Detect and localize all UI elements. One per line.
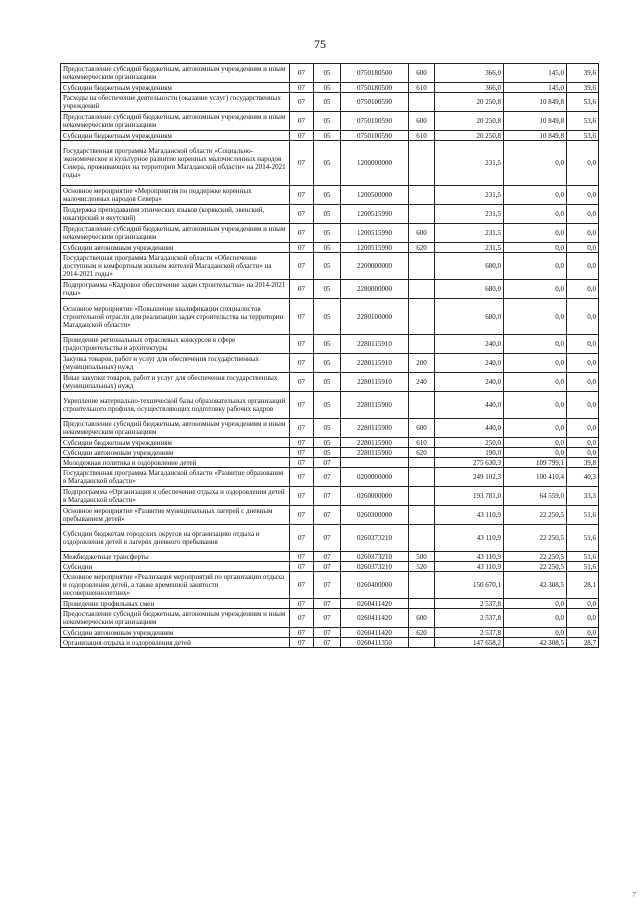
table-cell-section: 07 <box>290 64 314 83</box>
table-cell-target-code: 0750100590 <box>341 112 409 131</box>
table-row <box>61 525 599 552</box>
table-cell-percent: 0,0 <box>567 335 599 354</box>
table-cell-percent: 0,0 <box>567 373 599 392</box>
table-cell-expense-type: 620 <box>409 243 435 253</box>
table-cell-planned: 231,5 <box>435 186 504 205</box>
table-cell-executed: 145,0 <box>504 64 567 83</box>
table-cell-percent: 0,0 <box>567 243 599 253</box>
table-cell-planned: 240,0 <box>435 335 504 354</box>
table-cell-planned: 231,5 <box>435 141 504 186</box>
table-cell-section: 07 <box>290 525 314 552</box>
table-cell-name: Подпрограмма «Организация и обеспечение отдыха и оздоровления детей в Магаданской области» <box>61 487 290 506</box>
table-row <box>61 299 599 335</box>
table-cell-target-code: 1200500000 <box>341 186 409 205</box>
table-row <box>61 562 599 572</box>
table-cell-subsection: 05 <box>314 93 341 112</box>
table-cell-percent: 53,6 <box>567 112 599 131</box>
table-cell-planned: 231,5 <box>435 224 504 243</box>
table-cell-target-code: 1200000000 <box>341 141 409 186</box>
table-cell-name: Межбюджетные трансферты <box>61 552 290 562</box>
table-cell-executed: 0,0 <box>504 373 567 392</box>
table-cell-section: 07 <box>290 628 314 638</box>
table-cell-planned: 20 250,8 <box>435 112 504 131</box>
table-cell-expense-type <box>409 638 435 648</box>
table-cell-target-code: 0260400000 <box>341 572 409 599</box>
table-cell-expense-type: 600 <box>409 224 435 243</box>
table-cell-planned: 20 250,8 <box>435 131 504 141</box>
table-row <box>61 112 599 131</box>
table-cell-percent: 28,1 <box>567 572 599 599</box>
table-cell-section: 07 <box>290 253 314 280</box>
table-cell-expense-type: 610 <box>409 438 435 448</box>
table-row <box>61 243 599 253</box>
table-cell-section: 07 <box>290 299 314 335</box>
table-row <box>61 224 599 243</box>
table-cell-name: Основное мероприятие «Повышение квалификации специалистов строительной отрасли для реализации задач строительства на территории Магаданской области» <box>61 299 290 335</box>
table-cell-subsection: 05 <box>314 419 341 438</box>
table-cell-section: 07 <box>290 112 314 131</box>
table-cell-executed: 0,0 <box>504 599 567 609</box>
table-cell-expense-type: 600 <box>409 64 435 83</box>
table-cell-planned: 680,0 <box>435 299 504 335</box>
table-cell-subsection: 05 <box>314 224 341 243</box>
table-cell-expense-type <box>409 392 435 419</box>
table-cell-subsection: 05 <box>314 392 341 419</box>
table-row <box>61 628 599 638</box>
table-cell-subsection: 05 <box>314 280 341 299</box>
table-row <box>61 392 599 419</box>
table-cell-expense-type: 620 <box>409 628 435 638</box>
table-cell-subsection: 05 <box>314 253 341 280</box>
table-row <box>61 186 599 205</box>
table-cell-expense-type <box>409 299 435 335</box>
table-cell-name: Организация отдыха и оздоровления детей <box>61 638 290 648</box>
table-cell-percent: 0,0 <box>567 392 599 419</box>
table-cell-expense-type: 500 <box>409 552 435 562</box>
table-row <box>61 458 599 468</box>
table-row <box>61 83 599 93</box>
table-cell-target-code: 2280115900 <box>341 448 409 458</box>
table-cell-expense-type <box>409 253 435 280</box>
table-cell-section: 07 <box>290 186 314 205</box>
table-cell-planned: 240,0 <box>435 354 504 373</box>
table-cell-name: Предоставление субсидий бюджетным, автономным учреждениям и иным некоммерческим организациям <box>61 64 290 83</box>
table-cell-subsection: 07 <box>314 468 341 487</box>
table-cell-percent: 0,0 <box>567 186 599 205</box>
table-cell-executed: 0,0 <box>504 609 567 628</box>
table-cell-section: 07 <box>290 458 314 468</box>
table-cell-expense-type <box>409 599 435 609</box>
table-cell-name: Проведение региональных отраслевых конкурсов в сфере градостроительства и архитектуры <box>61 335 290 354</box>
table-cell-name: Субсидии <box>61 562 290 572</box>
table-cell-subsection: 05 <box>314 83 341 93</box>
table-cell-planned: 190,0 <box>435 448 504 458</box>
table-cell-target-code: 0260373210 <box>341 562 409 572</box>
table-cell-section: 07 <box>290 638 314 648</box>
table-cell-section: 07 <box>290 448 314 458</box>
table-cell-target-code: 0260411350 <box>341 638 409 648</box>
table-cell-target-code: 0260373210 <box>341 525 409 552</box>
table-cell-subsection: 05 <box>314 335 341 354</box>
table-cell-executed: 0,0 <box>504 280 567 299</box>
table-cell-planned: 440,0 <box>435 419 504 438</box>
table-cell-section: 07 <box>290 599 314 609</box>
table-cell-planned: 275 630,3 <box>435 458 504 468</box>
table-cell-subsection: 05 <box>314 186 341 205</box>
table-cell-subsection: 05 <box>314 64 341 83</box>
table-row <box>61 438 599 448</box>
table-cell-target-code: 0260411420 <box>341 609 409 628</box>
table-cell-subsection: 05 <box>314 354 341 373</box>
table-cell-executed: 0,0 <box>504 224 567 243</box>
table-cell-executed: 0,0 <box>504 186 567 205</box>
table-cell-name: Субсидии автономным учреждениям <box>61 628 290 638</box>
table-cell-subsection: 07 <box>314 609 341 628</box>
table-cell-planned: 43 110,9 <box>435 552 504 562</box>
table-cell-planned: 150 670,1 <box>435 572 504 599</box>
table-row <box>61 609 599 628</box>
table-cell-subsection: 05 <box>314 438 341 448</box>
table-row <box>61 419 599 438</box>
table-cell-executed: 0,0 <box>504 299 567 335</box>
table-cell-subsection: 05 <box>314 243 341 253</box>
table-cell-expense-type <box>409 468 435 487</box>
table-cell-planned: 2 537,8 <box>435 628 504 638</box>
table-cell-section: 07 <box>290 205 314 224</box>
table-cell-executed: 0,0 <box>504 628 567 638</box>
table-cell-target-code: 0260300000 <box>341 506 409 525</box>
table-row <box>61 93 599 112</box>
table-cell-target-code: 0750180500 <box>341 64 409 83</box>
table-cell-target-code: 2280115910 <box>341 335 409 354</box>
table-cell-name: Подпрограмма «Кадровое обеспечение задач строительства» на 2014-2021 годы» <box>61 280 290 299</box>
table-cell-expense-type <box>409 335 435 354</box>
table-cell-percent: 40,3 <box>567 468 599 487</box>
table-cell-subsection: 07 <box>314 572 341 599</box>
table-cell-planned: 680,0 <box>435 280 504 299</box>
table-cell-executed: 100 410,4 <box>504 468 567 487</box>
table-cell-section: 07 <box>290 224 314 243</box>
table-cell-subsection: 07 <box>314 506 341 525</box>
table-cell-name: Субсидии бюджетным учреждениям <box>61 83 290 93</box>
table-cell-expense-type <box>409 186 435 205</box>
table-cell-percent: 51,6 <box>567 506 599 525</box>
table-cell-target-code: 1200515990 <box>341 243 409 253</box>
table-cell-target-code: 0750100590 <box>341 93 409 112</box>
table-cell-executed: 42 308,5 <box>504 638 567 648</box>
table-cell-section: 07 <box>290 487 314 506</box>
table-cell-planned: 2 537,8 <box>435 599 504 609</box>
table-row <box>61 131 599 141</box>
table-row <box>61 552 599 562</box>
table-cell-expense-type: 600 <box>409 112 435 131</box>
table-cell-percent: 0,0 <box>567 205 599 224</box>
table-row <box>61 468 599 487</box>
table-cell-planned: 366,0 <box>435 83 504 93</box>
table-cell-section: 07 <box>290 562 314 572</box>
table-cell-executed: 0,0 <box>504 419 567 438</box>
table-cell-section: 07 <box>290 552 314 562</box>
table-cell-target-code: 1200515990 <box>341 224 409 243</box>
table-cell-target-code: 2280115910 <box>341 373 409 392</box>
table-row <box>61 280 599 299</box>
table-cell-subsection: 07 <box>314 525 341 552</box>
table-cell-percent: 0,0 <box>567 438 599 448</box>
table-cell-subsection: 07 <box>314 552 341 562</box>
table-cell-name: Основное мероприятие «Реализация мероприятий по организации отдыха и оздоровления детей, а также временной занятости несовершеннолетних» <box>61 572 290 599</box>
table-cell-planned: 43 110,9 <box>435 506 504 525</box>
table-cell-planned: 2 537,8 <box>435 609 504 628</box>
table-cell-expense-type: 610 <box>409 131 435 141</box>
table-cell-expense-type <box>409 280 435 299</box>
table-cell-target-code: 2280115900 <box>341 392 409 419</box>
table-cell-executed: 0,0 <box>504 392 567 419</box>
table-cell-name: Государственная программа Магаданской области «Социально-экономическое и культурное развитие коренных малочисленных народов Севера, проживающих на территории Магаданской области» на 2014-2021 годы» <box>61 141 290 186</box>
table-cell-executed: 10 849,8 <box>504 93 567 112</box>
table-cell-planned: 240,0 <box>435 373 504 392</box>
table-cell-target-code: 0260000000 <box>341 487 409 506</box>
table-cell-section: 07 <box>290 83 314 93</box>
table-cell-percent: 39,8 <box>567 458 599 468</box>
table-cell-target-code: 0260411420 <box>341 599 409 609</box>
table-cell-expense-type: 520 <box>409 562 435 572</box>
table-cell-expense-type: 620 <box>409 448 435 458</box>
table-cell-name: Предоставление субсидий бюджетным, автономным учреждениям и иным некоммерческим организациям <box>61 419 290 438</box>
table-cell-section: 07 <box>290 468 314 487</box>
table-cell-subsection: 07 <box>314 628 341 638</box>
table-cell-planned: 231,5 <box>435 243 504 253</box>
table-cell-target-code: 0260373210 <box>341 552 409 562</box>
table-cell-section: 07 <box>290 141 314 186</box>
table-cell-section: 07 <box>290 419 314 438</box>
table-cell-expense-type: 200 <box>409 354 435 373</box>
table-cell-expense-type <box>409 93 435 112</box>
table-cell-planned: 250,0 <box>435 438 504 448</box>
table-cell-subsection: 05 <box>314 112 341 131</box>
table-cell-name: Субсидии бюджетам городских округов на организацию отдыха и оздоровления детей в лагерях дневного пребывания <box>61 525 290 552</box>
table-cell-section: 07 <box>290 93 314 112</box>
edge-mark: 7 <box>632 891 636 899</box>
table-cell-subsection: 07 <box>314 638 341 648</box>
table-cell-section: 07 <box>290 438 314 448</box>
table-cell-percent: 0,0 <box>567 354 599 373</box>
table-row <box>61 205 599 224</box>
table-cell-section: 07 <box>290 243 314 253</box>
table-cell-section: 07 <box>290 506 314 525</box>
table-cell-expense-type <box>409 506 435 525</box>
table-cell-name: Субсидии бюджетным учреждениям <box>61 438 290 448</box>
table-cell-executed: 0,0 <box>504 335 567 354</box>
table-cell-executed: 42 308,5 <box>504 572 567 599</box>
table-cell-target-code: 2280115900 <box>341 438 409 448</box>
table-cell-section: 07 <box>290 373 314 392</box>
table-cell-percent: 0,0 <box>567 609 599 628</box>
table-cell-planned: 147 658,2 <box>435 638 504 648</box>
table-cell-name: Субсидии автономным учреждениям <box>61 243 290 253</box>
budget-table <box>60 63 599 648</box>
table-cell-name: Субсидии бюджетным учреждениям <box>61 131 290 141</box>
table-cell-percent: 28,7 <box>567 638 599 648</box>
table-cell-section: 07 <box>290 609 314 628</box>
table-cell-target-code: 2280000000 <box>341 280 409 299</box>
table-row <box>61 448 599 458</box>
table-cell-executed: 10 849,8 <box>504 131 567 141</box>
table-cell-executed: 109 799,1 <box>504 458 567 468</box>
table-cell-expense-type <box>409 487 435 506</box>
table-cell-name: Государственная программа Магаданской области «Обеспечение доступным и комфортным жильем жителей Магаданской области» на 2014-2021 годы» <box>61 253 290 280</box>
table-cell-percent: 51,6 <box>567 552 599 562</box>
table-cell-executed: 22 250,5 <box>504 552 567 562</box>
table-cell-planned: 20 250,8 <box>435 93 504 112</box>
table-cell-percent: 0,0 <box>567 419 599 438</box>
table-row <box>61 253 599 280</box>
table-cell-section: 07 <box>290 354 314 373</box>
table-cell-name: Закупка товаров, работ и услуг для обеспечения государственных (муниципальных) нужд <box>61 354 290 373</box>
table-row <box>61 572 599 599</box>
table-cell-subsection: 07 <box>314 562 341 572</box>
table-cell-percent: 0,0 <box>567 599 599 609</box>
table-row <box>61 64 599 83</box>
table-cell-target-code: 2200000000 <box>341 253 409 280</box>
table-cell-executed: 22 250,5 <box>504 562 567 572</box>
table-cell-percent: 53,6 <box>567 131 599 141</box>
table-cell-section: 07 <box>290 392 314 419</box>
table-cell-section: 07 <box>290 131 314 141</box>
table-cell-name: Основное мероприятие «Развитие муниципальных лагерей с дневным пребыванием детей» <box>61 506 290 525</box>
table-cell-expense-type: 600 <box>409 419 435 438</box>
table-cell-executed: 0,0 <box>504 448 567 458</box>
table-cell-target-code: 2280115910 <box>341 354 409 373</box>
table-cell-percent: 0,0 <box>567 141 599 186</box>
table-cell-target-code: 2280100000 <box>341 299 409 335</box>
table-cell-percent: 51,6 <box>567 562 599 572</box>
table-cell-executed: 0,0 <box>504 253 567 280</box>
table-cell-expense-type <box>409 205 435 224</box>
table-cell-target-code: 0200000000 <box>341 468 409 487</box>
table-cell-expense-type <box>409 525 435 552</box>
table-cell-percent: 39,6 <box>567 64 599 83</box>
table-cell-percent: 0,0 <box>567 224 599 243</box>
table-cell-expense-type: 600 <box>409 609 435 628</box>
table-cell-target-code: 1200515990 <box>341 205 409 224</box>
table-cell-planned: 231,5 <box>435 205 504 224</box>
table-cell-executed: 64 559,0 <box>504 487 567 506</box>
table-row <box>61 487 599 506</box>
page-number: 75 <box>314 37 326 51</box>
table-cell-name: Проведение профильных смен <box>61 599 290 609</box>
table-cell-name: Предоставление субсидий бюджетным, автономным учреждениям и иным некоммерческим организациям <box>61 224 290 243</box>
table-cell-percent: 33,3 <box>567 487 599 506</box>
table-cell-subsection: 05 <box>314 205 341 224</box>
table-cell-subsection: 05 <box>314 448 341 458</box>
table-row <box>61 638 599 648</box>
table-cell-percent: 0,0 <box>567 280 599 299</box>
table-cell-percent: 51,6 <box>567 525 599 552</box>
table-cell-expense-type <box>409 572 435 599</box>
table-cell-name: Предоставление субсидий бюджетным, автономным учреждениям и иным некоммерческим организациям <box>61 112 290 131</box>
table-cell-planned: 249 102,3 <box>435 468 504 487</box>
table-cell-percent: 39,6 <box>567 83 599 93</box>
table-row <box>61 354 599 373</box>
table-cell-planned: 43 110,9 <box>435 525 504 552</box>
table-cell-expense-type <box>409 458 435 468</box>
table-cell-target-code: 0750100590 <box>341 131 409 141</box>
table-row <box>61 506 599 525</box>
table-cell-executed: 22 250,5 <box>504 506 567 525</box>
table-cell-executed: 145,0 <box>504 83 567 93</box>
table-cell-name: Предоставление субсидий бюджетным, автономным учреждениям и иным некоммерческим организациям <box>61 609 290 628</box>
table-cell-percent: 0,0 <box>567 448 599 458</box>
table-cell-target-code: 2280115900 <box>341 419 409 438</box>
table-cell-name: Основное мероприятие «Мероприятия по поддержке коренных малочисленных народов Севера» <box>61 186 290 205</box>
table-cell-planned: 43 110,9 <box>435 562 504 572</box>
table-cell-percent: 0,0 <box>567 299 599 335</box>
table-cell-expense-type: 240 <box>409 373 435 392</box>
table-cell-name: Поддержка преподавания этнических языков (корякский, эвенский, юкагирский и якутский) <box>61 205 290 224</box>
table-cell-subsection: 05 <box>314 141 341 186</box>
table-cell-target-code <box>341 458 409 468</box>
table-cell-executed: 0,0 <box>504 243 567 253</box>
table-cell-subsection: 05 <box>314 373 341 392</box>
table-cell-subsection: 05 <box>314 131 341 141</box>
table-cell-name: Расходы на обеспечение деятельности (оказание услуг) государственных учреждений <box>61 93 290 112</box>
table-cell-planned: 440,0 <box>435 392 504 419</box>
table-row <box>61 373 599 392</box>
table-cell-section: 07 <box>290 572 314 599</box>
table-cell-subsection: 07 <box>314 599 341 609</box>
table-cell-target-code: 0260411420 <box>341 628 409 638</box>
table-cell-percent: 53,6 <box>567 93 599 112</box>
table-row <box>61 335 599 354</box>
table-cell-name: Субсидии автономным учреждениям <box>61 448 290 458</box>
table-cell-executed: 10 849,8 <box>504 112 567 131</box>
table-cell-name: Укрепление материально-технической базы образовательных организаций строительного профиля, осуществляющих подготовку рабочих кадров <box>61 392 290 419</box>
table-cell-executed: 0,0 <box>504 141 567 186</box>
table-cell-percent: 0,0 <box>567 628 599 638</box>
table-cell-planned: 680,0 <box>435 253 504 280</box>
table-cell-planned: 193 781,0 <box>435 487 504 506</box>
table-row <box>61 141 599 186</box>
table-cell-executed: 0,0 <box>504 205 567 224</box>
table-cell-expense-type: 610 <box>409 83 435 93</box>
table-cell-subsection: 07 <box>314 458 341 468</box>
table-cell-planned: 366,0 <box>435 64 504 83</box>
table-cell-name: Государственная программа Магаданской области «Развитие образования в Магаданской области» <box>61 468 290 487</box>
table-cell-percent: 0,0 <box>567 253 599 280</box>
table-cell-executed: 0,0 <box>504 438 567 448</box>
table-row <box>61 599 599 609</box>
table-cell-name: Молодежная политика и оздоровление детей <box>61 458 290 468</box>
table-cell-section: 07 <box>290 280 314 299</box>
table-cell-expense-type <box>409 141 435 186</box>
table-cell-section: 07 <box>290 335 314 354</box>
table-cell-target-code: 0750180500 <box>341 83 409 93</box>
table-cell-subsection: 05 <box>314 299 341 335</box>
table-cell-name: Иные закупки товаров, работ и услуг для обеспечения государственных (муниципальных) нужд <box>61 373 290 392</box>
table-cell-executed: 22 250,5 <box>504 525 567 552</box>
table-cell-executed: 0,0 <box>504 354 567 373</box>
table-cell-subsection: 07 <box>314 487 341 506</box>
